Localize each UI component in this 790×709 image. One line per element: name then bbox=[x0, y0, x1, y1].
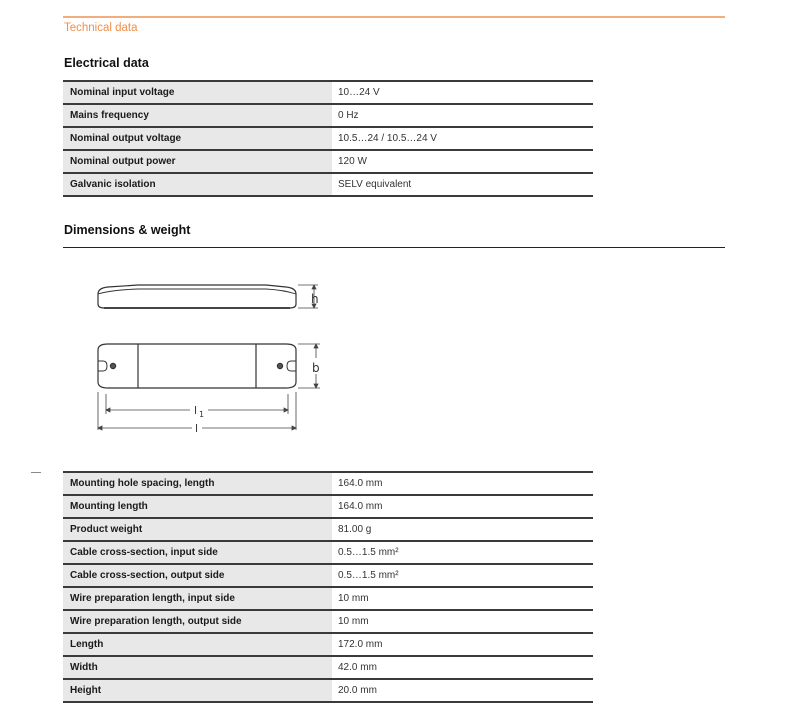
row-value: 10 mm bbox=[332, 587, 593, 610]
table-row bbox=[63, 104, 593, 127]
section-divider bbox=[63, 247, 725, 248]
dimension-drawing bbox=[86, 278, 331, 438]
row-label: Cable cross-section, output side bbox=[63, 564, 332, 587]
table-row bbox=[63, 495, 593, 518]
table-row bbox=[63, 472, 593, 495]
table-row bbox=[63, 564, 593, 587]
row-value: 0.5…1.5 mm² bbox=[332, 541, 593, 564]
row-label: Wire preparation length, output side bbox=[63, 610, 332, 633]
row-label: Mounting length bbox=[63, 495, 332, 518]
table-row bbox=[63, 150, 593, 173]
table-row bbox=[63, 81, 593, 104]
row-value: 10 mm bbox=[332, 610, 593, 633]
row-value: 120 W bbox=[332, 150, 593, 173]
table-row bbox=[63, 656, 593, 679]
row-label: Product weight bbox=[63, 518, 332, 541]
row-value: 0.5…1.5 mm² bbox=[332, 564, 593, 587]
dimensions-weight-table bbox=[63, 471, 593, 703]
row-label: Length bbox=[63, 633, 332, 656]
row-value: 10…24 V bbox=[332, 81, 593, 104]
table-row bbox=[63, 541, 593, 564]
electrical-data-heading: Electrical data bbox=[64, 56, 149, 70]
row-value: 0 Hz bbox=[332, 104, 593, 127]
section-top-rule bbox=[63, 16, 725, 18]
electrical-data-table bbox=[63, 80, 593, 197]
row-label: Nominal output voltage bbox=[63, 127, 332, 150]
table-row bbox=[63, 127, 593, 150]
row-value: 164.0 mm bbox=[332, 495, 593, 518]
row-value: 172.0 mm bbox=[332, 633, 593, 656]
row-label: Width bbox=[63, 656, 332, 679]
row-value: 164.0 mm bbox=[332, 472, 593, 495]
table-row bbox=[63, 679, 593, 702]
table-row bbox=[63, 173, 593, 196]
dim-label-h: h bbox=[311, 292, 319, 306]
row-value: SELV equivalent bbox=[332, 173, 593, 196]
row-label: Galvanic isolation bbox=[63, 173, 332, 196]
dim-label-l1: l bbox=[194, 404, 198, 417]
dim-label-l: l bbox=[195, 422, 199, 435]
row-value: 42.0 mm bbox=[332, 656, 593, 679]
row-label: Nominal input voltage bbox=[63, 81, 332, 104]
row-label: Mounting hole spacing, length bbox=[63, 472, 332, 495]
row-label: Mains frequency bbox=[63, 104, 332, 127]
dimensions-weight-heading: Dimensions & weight bbox=[64, 223, 191, 237]
row-label: Nominal output power bbox=[63, 150, 332, 173]
row-value: 81.00 g bbox=[332, 518, 593, 541]
table-row bbox=[63, 587, 593, 610]
table-row bbox=[63, 633, 593, 656]
dim-label-l1-subscript: 1 bbox=[199, 410, 205, 419]
section-label: Technical data bbox=[64, 22, 138, 34]
dim-label-b: b bbox=[312, 361, 320, 375]
table-row bbox=[63, 610, 593, 633]
row-value: 20.0 mm bbox=[332, 679, 593, 702]
row-label: Height bbox=[63, 679, 332, 702]
row-value: 10.5…24 / 10.5…24 V bbox=[332, 127, 593, 150]
margin-mark bbox=[31, 472, 41, 473]
table-row bbox=[63, 518, 593, 541]
row-label: Wire preparation length, input side bbox=[63, 587, 332, 610]
row-label: Cable cross-section, input side bbox=[63, 541, 332, 564]
